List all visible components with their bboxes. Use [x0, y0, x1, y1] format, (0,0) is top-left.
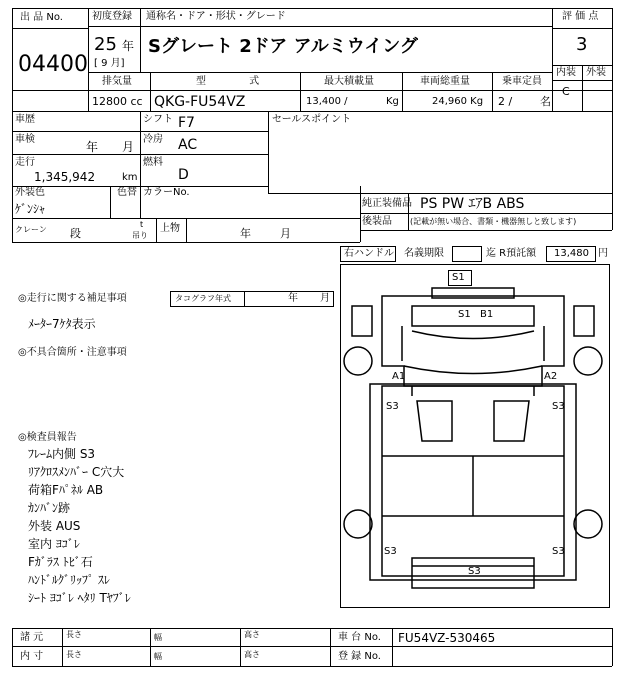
shift-value: F7 — [178, 115, 195, 131]
damage-mark-s3-left: S3 — [386, 401, 399, 412]
registration-label: 登 録 No. — [338, 651, 381, 662]
color-change-label: 色替 — [117, 187, 137, 198]
max-load: 13,400 / — [306, 96, 348, 107]
interior-score: C — [562, 85, 570, 98]
color-number-label: カラーNo. — [143, 187, 190, 198]
inner-dimensions-label: 内 寸 — [20, 651, 44, 662]
inspector-line: 室内 ﾖｺﾞﾚ — [28, 537, 80, 551]
capacity-label: 乗車定員 — [502, 76, 542, 87]
capacity-unit: 名 — [540, 95, 551, 108]
name-change-label: 名義期限 — [404, 248, 444, 259]
inspector-line: ﾌﾚｰﾑ内側 S3 — [28, 447, 96, 461]
interior-score-label: 内装 — [556, 67, 576, 78]
damage-mark-s3-rear: S3 — [468, 566, 481, 577]
height-label: 高さ — [244, 630, 260, 639]
inner-width-label: 幅 — [154, 652, 162, 661]
inspection-year-unit: 年 — [86, 140, 99, 154]
year-unit: 年 — [122, 39, 135, 53]
inspector-line: ﾘｱｸﾛｽﾒﾝﾊﾞｰ C穴大 — [28, 465, 125, 479]
upper-month: 月 — [280, 227, 291, 240]
length-label: 長さ — [66, 630, 82, 639]
exterior-color-label: 外装色 — [15, 187, 45, 198]
inner-length-label: 長さ — [66, 650, 82, 659]
max-load-label: 最大積載量 — [324, 76, 374, 87]
damage-mark-s3-rear-left: S3 — [384, 546, 397, 557]
recycle-unit: 円 — [598, 248, 608, 259]
options-label: 純正装備品 — [362, 198, 412, 209]
damage-mark-s1-cab: S1 — [458, 309, 471, 320]
fuel-value: D — [178, 167, 189, 183]
options-value: PS PW ｴｱB ABS — [420, 196, 525, 212]
crane-label: クレーン — [15, 225, 47, 234]
first-registration-label: 初度登録 — [92, 11, 132, 22]
damage-mark-b1: B1 — [480, 309, 494, 320]
inspector-line: 荷箱Fﾊﾟﾈﾙ AB — [28, 483, 104, 497]
inspection-month-unit: 月 — [122, 140, 135, 154]
registration-month: [ 9 月] — [94, 58, 125, 69]
upper-body-label: 上物 — [160, 223, 180, 234]
inspection-label: 車検 — [15, 134, 35, 145]
aircon-value: AC — [178, 137, 198, 153]
aftermarket-label: 後装品 — [362, 216, 392, 227]
width-label: 幅 — [154, 633, 162, 642]
shift-label: シフト — [143, 114, 173, 125]
displacement: 12800 cc — [92, 95, 143, 108]
history-label: 車歴 — [15, 114, 35, 125]
crane-hang: 吊り — [132, 231, 148, 240]
chassis-number: FU54VZ-530465 — [398, 631, 496, 645]
model-label: 型 式 — [196, 76, 280, 87]
aftermarket-note: (記載が無い場合、書類・機器無しと致します) — [410, 217, 577, 226]
tachograph-year: 年 — [288, 293, 298, 304]
inspector-line: ｶﾝﾊﾞﾝ跡 — [28, 501, 71, 515]
registration-year: 25 — [94, 34, 117, 55]
recycle-fee: 13,480 — [554, 248, 589, 259]
lot-number: 04400 — [18, 52, 88, 77]
dimensions-label: 諸 元 — [20, 632, 44, 643]
chassis-label: 車 台 No. — [338, 632, 381, 643]
gross-weight: 24,960 Kg — [432, 96, 484, 107]
aircon-label: 冷房 — [143, 134, 163, 145]
max-load-unit: Kg — [386, 96, 399, 107]
mileage-label: 走行 — [15, 157, 35, 168]
fuel-label: 燃料 — [143, 157, 163, 168]
crane-stage: 段 — [70, 227, 81, 240]
inner-height-label: 高さ — [244, 650, 260, 659]
inspector-line: ﾊﾝﾄﾞﾙｸﾞﾘｯﾌﾟ ｽﾚ — [28, 573, 110, 587]
defects-label: ◎不具合箇所・注意事項 — [18, 347, 127, 358]
grade-label: 通称名・ドア・形状・グレード — [146, 11, 286, 22]
mileage-value: 1,345,942 — [34, 170, 96, 184]
inspector-label: ◎検査員報告 — [18, 432, 77, 443]
damage-mark-s1-top: S1 — [452, 272, 465, 283]
inspector-line: ｼｰﾄ ﾖｺﾞﾚ ﾍﾀﾘ Tﾔﾌﾞﾚ — [28, 591, 131, 605]
overall-score: 3 — [576, 34, 588, 55]
inspector-line: Fｶﾞﾗｽ ﾄﾋﾞ石 — [28, 555, 93, 569]
upper-year: 年 — [240, 227, 251, 240]
recycle-label: 迄 R預託額 — [486, 248, 537, 259]
lot-no-label: 出 品 No. — [20, 12, 63, 23]
damage-mark-s3-rear-right: S3 — [552, 546, 565, 557]
damage-mark-s3-right: S3 — [552, 401, 565, 412]
inspector-line: 外装 AUS — [28, 519, 81, 533]
meter-note: ﾒｰﾀｰ7ｹﾀ表示 — [28, 317, 96, 331]
crane-ton: t — [140, 220, 144, 229]
sales-point-label: セールスポイント — [272, 114, 352, 125]
mileage-unit: km — [122, 172, 138, 183]
vehicle-grade: Sグレート 2ドア アルミウイング — [148, 36, 418, 57]
score-label: 評 価 点 — [562, 11, 599, 22]
exterior-color: ｹﾞﾝｼｬ — [15, 202, 46, 216]
rhd-label: 右ハンドル — [344, 248, 394, 259]
gross-weight-label: 車両総重量 — [420, 76, 470, 87]
damage-mark-a1: A1 — [392, 371, 406, 382]
damage-mark-a2: A2 — [544, 371, 558, 382]
supplement-label: ◎走行に関する補足事項 — [18, 293, 127, 304]
exterior-score-label: 外装 — [586, 67, 606, 78]
tachograph-label: タコグラフ年式 — [175, 294, 231, 303]
model-code: QKG-FU54VZ — [154, 94, 246, 110]
capacity: 2 / — [498, 95, 513, 108]
displacement-label: 排気量 — [102, 76, 132, 87]
tachograph-month: 月 — [320, 293, 330, 304]
